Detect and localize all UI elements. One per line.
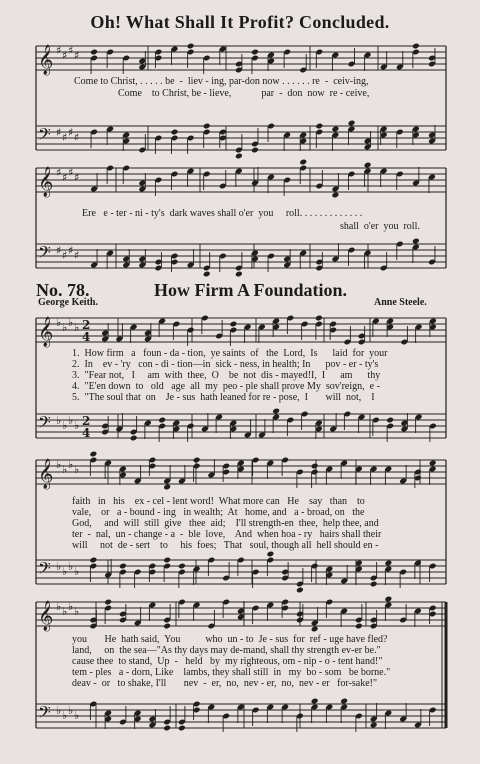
flat-icon: ♭ [68,414,74,427]
note-head [178,725,186,732]
note-head [193,457,201,464]
note-head [235,153,243,160]
note-head [299,159,307,166]
verse-line: faith in his ex - cel - lent word! What more can He say than to [72,496,365,507]
bass-clef-icon: 𝄢 [38,124,51,148]
note-head [119,563,127,570]
sharp-icon: ♯ [62,49,68,62]
flat-icon: ♭ [56,316,62,329]
verse-line: vale, or a - bound - ing in wealth; At home, and a - broad, on the [72,507,365,518]
note-head [412,43,420,50]
verse-line: cause thee to stand, Up - held by my righteous, om - nip - o - tent hand!" [72,656,383,667]
sharp-icon: ♯ [74,49,80,62]
sharp-icon: ♯ [68,44,74,57]
sharp-icon: ♯ [74,249,80,262]
note-head [187,43,195,50]
sharp-icon: ♯ [56,126,62,139]
note-head [203,123,211,130]
sharp-icon: ♯ [68,166,74,179]
note-head [251,147,259,154]
note-head [315,123,323,130]
lyric-line: Come to Christ, be - lieve, par - don now re - ceive, [118,88,370,99]
note-head [272,408,280,415]
note-head [229,321,237,328]
note-head [348,120,356,127]
note-head [364,162,372,169]
sharp-icon: ♯ [68,126,74,139]
flat-icon: ♭ [74,565,80,578]
hymn-title: How Firm A Foundation. [154,280,348,300]
lyric-line: Ere e - ter - ni - ty's dark waves shall o'er you roll. . . . . . . . . . . . . [82,208,363,219]
flat-icon: ♭ [62,709,68,722]
sharp-icon: ♯ [56,166,62,179]
bass-clef-icon: 𝄢 [38,242,51,266]
note-head [171,129,179,136]
note-head [311,463,319,470]
lyric-line: Come to Christ, . . . . . be - liev - ing, par-don now . . . . . . re - ceiv-ing, [74,76,369,87]
song-title-concluded: Oh! What Shall It Profit? Concluded. [90,12,390,32]
lyric-line: shall o'er you roll. [340,221,420,232]
note-head [158,417,166,424]
verse-line: 4. "E'en down to old age all my peo - ple shall prove My sov'reign, e - [72,381,380,392]
verse-line: you He hath said, You who un - to Je - sus for ref - uge have fled? [72,634,388,645]
flat-icon: ♭ [68,560,74,573]
flat-icon: ♭ [68,316,74,329]
flat-icon: ♭ [62,565,68,578]
flat-icon: ♭ [56,560,62,573]
note-head [130,435,138,442]
sharp-icon: ♯ [62,249,68,262]
note-head [89,557,97,564]
note-head [315,315,323,322]
time-signature-top: 2 [82,318,91,332]
flat-icon: ♭ [56,414,62,427]
note-head [386,417,394,424]
verse-line: 1. How firm a foun - da - tion, ye saints of the Lord, Is laid for your [72,348,388,359]
flat-icon: ♭ [74,605,80,618]
time-signature-top: 2 [82,414,91,428]
flat-icon: ♭ [74,463,80,476]
flat-icon: ♭ [56,704,62,717]
verse-line: deav - or to shake, I'll nev - er, no, nev - er, no, nev - er for-sake!" [72,678,378,689]
flat-icon: ♭ [56,600,62,613]
composer-name: George Keith. [38,297,98,308]
bass-clef-icon: 𝄢 [38,702,51,726]
note-head [296,587,304,594]
flat-icon: ♭ [68,704,74,717]
treble-clef-icon: 𝄞 [38,317,54,347]
treble-clef-icon: 𝄞 [38,601,54,631]
treble-clef-icon: 𝄞 [38,167,54,197]
note-head [235,271,243,278]
treble-clef-icon: 𝄞 [38,459,54,489]
note-head [163,557,171,564]
verse-line: 2. In ev - 'ry con - di - tion—in sick - ness, in health; In pov - er - ty's [72,359,379,370]
note-head [370,722,378,729]
verse-line: ter - nal, un - change - a - ble love, And when hoa - ry hairs shall their [72,529,382,540]
note-head [104,599,112,606]
treble-clef-icon: 𝄞 [38,45,54,75]
note-head [163,725,171,732]
note-head [370,581,378,588]
flat-icon: ♭ [74,419,80,432]
sharp-icon: ♯ [68,244,74,257]
verse-line: God, and will still give thee aid; I'll strength-en thee, help thee, and [72,518,379,529]
verse-line: will not de - sert to his foes; That soul, though all hell should en - [72,540,379,551]
note-head [163,623,171,630]
author-name: Anne Steele. [374,297,427,308]
sharp-icon: ♯ [56,244,62,257]
flat-icon: ♭ [62,321,68,334]
bass-clef-icon: 𝄢 [38,558,51,582]
note-head [203,271,211,278]
flat-icon: ♭ [62,605,68,618]
note-head [340,698,348,705]
time-signature-bottom: 4 [82,330,91,344]
bass-clef-icon: 𝄢 [38,412,51,436]
flat-icon: ♭ [62,463,68,476]
note-head [90,49,98,56]
note-head [384,560,392,567]
sharp-icon: ♯ [74,171,80,184]
flat-icon: ♭ [62,419,68,432]
flat-icon: ♭ [56,458,62,471]
note-head [355,623,363,630]
note-head [384,596,392,603]
note-head [412,238,420,245]
sharp-icon: ♯ [74,131,80,144]
flat-icon: ♭ [68,600,74,613]
flat-icon: ♭ [74,321,80,334]
note-head [178,563,186,570]
note-head [251,49,259,56]
note-head [429,460,437,467]
note-head [163,484,171,491]
flat-icon: ♭ [74,709,80,722]
note-head [311,626,319,633]
sharp-icon: ♯ [62,171,68,184]
verse-line: 5. "The soul that on Je - sus hath leaned for re - pose, I will not, I [72,392,375,403]
note-head [331,192,339,199]
note-head [331,126,339,133]
sharp-icon: ♯ [62,131,68,144]
verse-line: 3. "Fear not, I am with thee, O be not dis - mayed!I, I am thy [72,370,381,381]
note-head [266,551,274,558]
sharp-icon: ♯ [56,44,62,57]
verse-line: tem - ples a - dorn, Like lambs, they shall still in my bo - som be borne." [72,667,391,678]
note-head [311,698,319,705]
flat-icon: ♭ [68,458,74,471]
verse-line: land, on the sea—"As thy days may de-mand, shall thy strength ev-er be." [72,645,381,656]
hymn-number: No. 78. [36,280,90,300]
time-signature-bottom: 4 [82,426,91,440]
note-head [89,451,97,458]
